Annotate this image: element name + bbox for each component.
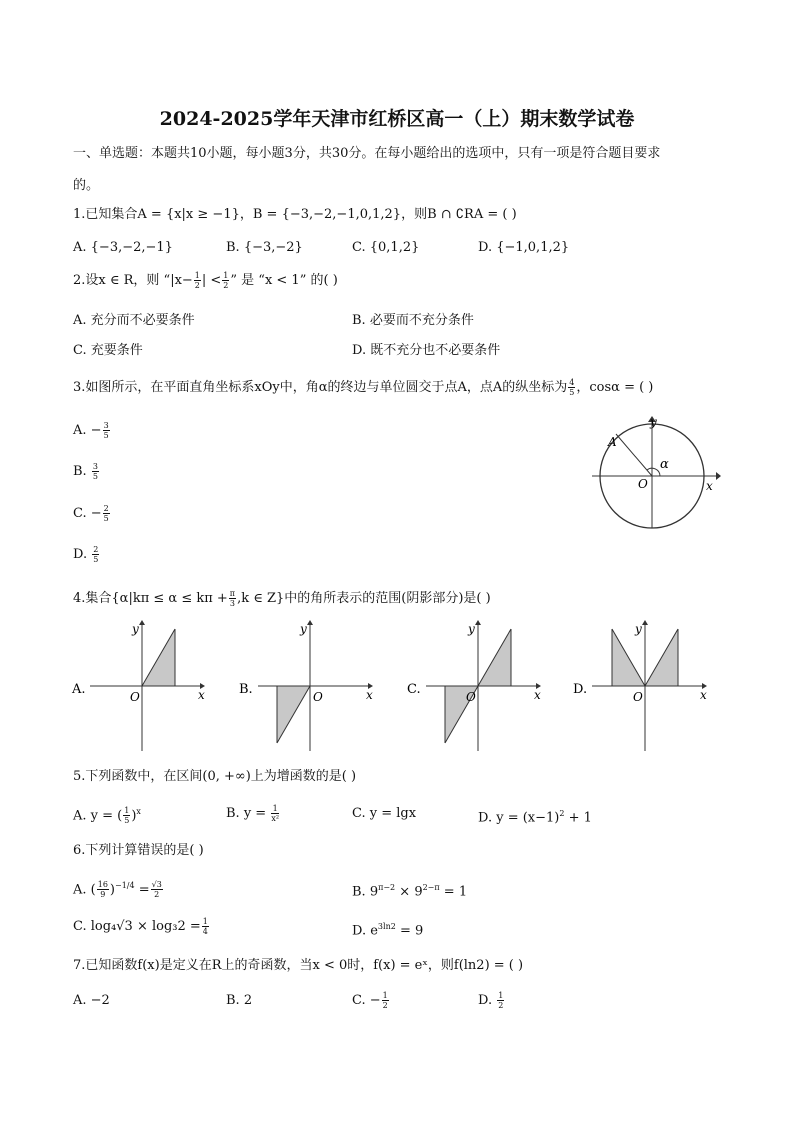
q4-figure-d[interactable]: [573, 620, 707, 751]
q4-label-c: C.: [407, 682, 421, 697]
section-header-line1: 一、单选题：本题共10小题，每小题3分，共30分。在每小题给出的选项中，只有一项是符合题目要求: [73, 146, 661, 161]
q4-label-a: A.: [72, 682, 86, 697]
axis-y-label: y: [132, 622, 139, 636]
axis-x-label: x: [198, 688, 205, 702]
fraction: $\frac{3}{5}$: [103, 421, 109, 440]
fraction: $\frac{√3}{2}$: [151, 880, 162, 900]
section-header-line2: 的。: [73, 178, 100, 193]
fraction: $\frac{1}{2}$: [194, 271, 200, 290]
q5-option-a[interactable]: A. y = ( $\frac{1}{5}$ )$^x$: [73, 806, 141, 826]
question-6-stem: 6.下列计算错误的是( ): [73, 843, 204, 858]
q4-figures: [70, 615, 720, 760]
fraction: $\frac{\pi}{3}$: [229, 589, 236, 608]
question-5-stem: 5.下列函数中，在区间(0, +∞)上为增函数的是( ): [73, 769, 357, 784]
q4-figure-a[interactable]: [71, 620, 205, 751]
q7-option-d[interactable]: D. $\frac{1}{2}$: [478, 991, 504, 1010]
y-arrow: [475, 620, 481, 625]
question-2-stem: 2.设x ∈ R，则 “|x− $\frac{1}{2}$ | < $\frac{1}{2}$ ” 是 “x < 1” 的( ): [73, 271, 338, 290]
axis-x-label: x: [700, 688, 707, 702]
figure-label-alpha: α: [660, 457, 669, 472]
axis-x-label: x: [534, 688, 541, 702]
figure-label-o: O: [638, 477, 648, 491]
q3-option-b[interactable]: B. $\frac{3}{5}$: [73, 462, 98, 481]
q6-option-c[interactable]: C. log₄√3 × log₃2 = $\frac{1}{4}$: [73, 917, 208, 936]
fraction: $\frac{16}{9}$: [97, 880, 108, 900]
axis-y-label: y: [300, 622, 307, 636]
fraction: $\frac{1}{2}$: [498, 991, 504, 1010]
fraction: $\frac{1}{2}$: [223, 271, 229, 290]
fraction: $\frac{2}{5}$: [93, 545, 99, 564]
question-7-stem: 7.已知函数f(x)是定义在R上的奇函数，当x < 0时，f(x) = eˣ，则f(ln2) = ( ): [73, 958, 524, 973]
fraction: $\frac{4}{5}$: [569, 378, 575, 397]
axis-y-label: y: [468, 622, 475, 636]
q1-option-d[interactable]: D. {−1,0,1,2}: [478, 240, 570, 255]
q1-option-b[interactable]: B. {−3,−2}: [226, 240, 303, 255]
q1-option-a[interactable]: A. {−3,−2,−1}: [73, 240, 173, 255]
q7-option-a[interactable]: A. −2: [73, 993, 110, 1008]
axis-y-label: y: [635, 622, 642, 636]
y-arrow: [139, 620, 145, 625]
q1-option-c[interactable]: C. {0,1,2}: [352, 240, 420, 255]
question-4-stem: 4.集合{α|kπ ≤ α ≤ kπ + $\frac{\pi}{3}$ ,k ∈ Z}中的角所表示的范围(阴影部分)是( ): [73, 589, 491, 608]
origin-label: O: [130, 690, 140, 704]
q7-option-c[interactable]: C. − $\frac{1}{2}$: [352, 991, 388, 1010]
q4-label-d: D.: [573, 682, 588, 697]
figure-label-y: y: [650, 415, 657, 429]
q6-option-d[interactable]: D. $e^{3ln2} = 9$: [352, 922, 424, 939]
q2-option-a[interactable]: A. 充分而不必要条件: [73, 313, 195, 328]
unit-circle-figure: [590, 410, 722, 530]
origin-label: O: [466, 690, 476, 704]
terminal-side: [616, 434, 652, 476]
question-3-stem: 3.如图所示，在平面直角坐标系xOy中，角α的终边与单位圆交于点A，点A的纵坐标为 $\frac{4}{5}$ ，cosα = ( ): [73, 378, 654, 397]
x-arrow: [716, 472, 721, 480]
fraction: $\frac{2}{5}$: [103, 504, 109, 523]
figure-label-a: A: [608, 435, 617, 449]
fraction: $\frac{1}{4}$: [202, 917, 208, 936]
q2-option-b[interactable]: B. 必要而不充分条件: [352, 313, 474, 328]
q4-label-b: B.: [239, 682, 253, 697]
q4-figure-c[interactable]: [407, 620, 541, 751]
q3-option-c[interactable]: C. − $\frac{2}{5}$: [73, 504, 109, 523]
q2-option-d[interactable]: D. 既不充分也不必要条件: [352, 343, 501, 358]
q5-option-d[interactable]: D. $y = (x-1)^2 + 1$: [478, 809, 592, 826]
question-1-stem: 1.已知集合A = {x|x ≥ −1}，B = {−3,−2,−1,0,1,2}，则B ∩ ∁RA = ( ): [73, 207, 517, 222]
q5-option-b[interactable]: B. y = $\frac{1}{\text{x²}}$: [226, 804, 280, 823]
q2-option-c[interactable]: C. 充要条件: [73, 343, 143, 358]
y-arrow: [642, 620, 648, 625]
fraction: $\frac{1}{2}$: [382, 991, 388, 1010]
axis-x-label: x: [366, 688, 373, 702]
q6-option-b[interactable]: B. $9^{\pi-2} \times 9^{2-\pi} = 1$: [352, 883, 468, 900]
q4-figure-b[interactable]: [239, 620, 373, 751]
q7-option-b[interactable]: B. 2: [226, 993, 253, 1008]
origin-label: O: [633, 690, 643, 704]
origin-label: O: [313, 690, 323, 704]
y-arrow: [307, 620, 313, 625]
q6-option-a[interactable]: A. ( $\frac{16}{9}$ )$^{-1/4}$ = $\frac{√3}{2}$: [73, 880, 162, 900]
figure-label-x: x: [706, 479, 713, 493]
q3-option-a[interactable]: A. − $\frac{3}{5}$: [73, 421, 109, 440]
fraction: $\frac{3}{5}$: [92, 462, 98, 481]
q3-option-d[interactable]: D. $\frac{2}{5}$: [73, 545, 99, 564]
page-title: 2024-2025学年天津市红桥区高一（上）期末数学试卷: [159, 108, 635, 130]
q5-option-c[interactable]: C. y = lgx: [352, 806, 417, 821]
fraction: $\frac{1}{\text{x²}}$: [271, 804, 280, 823]
fraction: $\frac{1}{5}$: [124, 806, 130, 826]
